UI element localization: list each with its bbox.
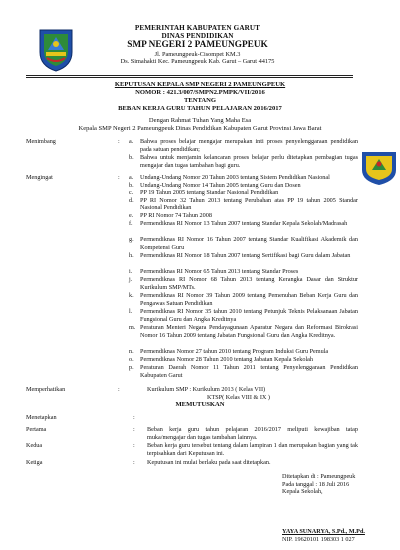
signatory-nip: NIP. 19620101 198303 1 027 bbox=[282, 535, 355, 543]
letterhead-government: PEMERINTAH KABUPATEN GARUT bbox=[134, 24, 261, 32]
letterhead-rule bbox=[26, 75, 353, 76]
memperhatikan-label: Memperhatikan bbox=[26, 386, 66, 393]
letterhead-address-1: Jl. Pameungpeuk-Cisompet KM.3 bbox=[154, 50, 241, 58]
letterhead-address-2: Ds. Simahakti Kec. Pameungpeuk Kab. Garut – Garut 44175 bbox=[120, 58, 275, 66]
decree-number: NOMOR : 421.3/007/SMPN2.PMPK/VII/2016 bbox=[135, 89, 265, 96]
issuer-line: Kepala SMP Negeri 2 Pameungpeuk Dinas Pendidikan Kabupaten Garut Provinsi Jawa Barat bbox=[78, 125, 322, 132]
signature-date: Pada tanggal : 18 Juli 2016 bbox=[282, 480, 350, 488]
signature-block bbox=[282, 473, 355, 496]
mengingat-label: Mengingat bbox=[26, 174, 53, 181]
signatory bbox=[282, 528, 365, 543]
letterhead bbox=[80, 25, 315, 66]
signatory-name: YAYA SUNARYA, S.Pd., M.Pd. bbox=[282, 528, 365, 535]
signature-role: Kepala Sekolah, bbox=[282, 488, 323, 496]
letterhead-department: DINAS PENDIDIKAN bbox=[161, 31, 234, 40]
letterhead-rule-thin bbox=[26, 77, 353, 78]
opening-phrase: Dengan Rahmat Tuhan Yang Maha Esa bbox=[148, 117, 252, 124]
decree-about: TENTANG bbox=[183, 97, 217, 104]
menimbang-label: Menimbang bbox=[26, 138, 56, 145]
memutuskan-heading: MEMUTUSKAN bbox=[175, 401, 225, 408]
garut-regency-emblem-icon bbox=[37, 28, 75, 72]
letterhead-school: SMP NEGERI 2 PAMEUNGPEUK bbox=[127, 40, 268, 51]
signature-place: Ditetapkan di : Pameungpeuk bbox=[282, 473, 356, 480]
decree-title: KEPUTUSAN KEPALA SMP NEGERI 2 PAMEUNGPEUK bbox=[114, 81, 286, 88]
menetapkan-label: Menetapkan bbox=[26, 414, 57, 421]
document-page: PEMERINTAH KABUPATEN GARUT DINAS PENDIDIKAN SMP NEGERI 2 PAMEUNGPEUK Jl. Pameungpeuk-Cisompet KM.3 Ds. Simahakti Kec. Pameungpeuk Kab. Garut – Garut 44175 KEPUTUSAN KEPALA SMP NEGERI 2 PAMEUNGPEUK NOMOR : 421.3/007/SMPN2.PMPK/VII/2016 TENTANG BEBAN KERJA GURU TAHUN PELAJARAN 2016/2017 Dengan Rahmat Tuhan Yang Maha Esa Kepala SMP Negeri 2 Pameungpeuk Dinas Pendidikan Kabupaten Garut Provinsi Jawa Barat Menimbang : a. Bahwa proses belajar mengajar merupakan inti proses penyelenggaraan pendidikan pada satuan pendidikan; b. Bahwa untuk menjamin kelancaran proses belajar perlu ditetapkan pembagian tugas mengajar dan tugas tambahan bagi guru. Mengingat : a. Undang-Undang Nomor 20 Tahun 2003 tentang Sistem Pendidikan Nasional b. Undang-Undang Nomor 14 Tahun 2005 tentang Guru dan Dosen c. PP 19 Tahun 2005 tentang Standar Nasional Pendidikan d. PP RI Nomor 32 Tahun 2013 tentang Perubahan atas PP 19 tahun 2005 Standar Nasional Pendidikan e. PP RI Nomor 74 Tahun 2008 f. Permendiknas RI Nomor 13 Tahun 2007 tentang Standar Kepala Sekolah/Madrasah g. Permendiknas RI Nomor 16 Tahun 2007 tentang Standar Kualifikasi Akademik dan Kompetensi Guru h. Permendiknas RI Nomor 18 Tahun 2007 tentang Sertifikasi bagi Guru dalam Jabatan i. Permendiknas RI Nomor 65 Tahun 2013 tentang Standar Proses j. Permendiknas RI Nomor 68 Tahun 2013 tentang Kerangka Dasar dan Struktur Kurikulum SMP/MTs. k. Permendiknas RI Nomor 39 Tahun 2009 tentang Pemenuhan Beban Kerja Guru dan Pengawas Satuan Pendidikan l. Permendiknas RI Nomor 35 tahun 2010 tentang Petunjuk Teknis Pelaksanaan Jabatan Fungsional Guru dan Angka Kreditnya m. Peraturan Menteri Negara Pendayagunaan Aparatur Negara dan Reformasi Birokrasi Nomor 16 Tahun 2009 tentang Jabatan Fungsional Guru dan Angka Kreditnya. n. Permendiknas Nomor 27 tahun 2010 tentang Program Induksi Guru Pemula o. Permendiknas Nomor 28 Tahun 2010 tentang Jabatan Kepala Sekolah p. Peraturan Daerah Nomor 11 Tahun 2011 tentang Penyelenggaraan Pendidikan Kabupaten Garut Memperhatikan : Kurikulum SMP : Kurikulum 2013 ( Kelas VII) KTSP( Kelas VIII & IX ) MEMUTUSKAN Menetapkan : Pertama : Beban kerja guru tahun pelajaran 2016/2017 meliputi kewajiban tatap muka/mengajar dan tugas tambahan lainnya. Kedua : Beban kerja guru tersebut tentang dalam lampiran 1 dan merupakan bagian yang tak terpisahkan dari Keputusan ini. Ketiga : Keputusan ini mulai berlaku pada saat ditetapkan. Ditetapkan di : Pameungpeuk Pada tanggal : 18 Juli 2016 Kepala Sekolah, YAYA SUNARYA, S.Pd., M.Pd. NIP. 19620101 198303 1 027 bbox=[0, 0, 400, 550]
school-emblem-icon bbox=[356, 150, 400, 186]
decree-subject: BEBAN KERJA GURU TAHUN PELAJARAN 2016/2017 bbox=[118, 105, 282, 112]
